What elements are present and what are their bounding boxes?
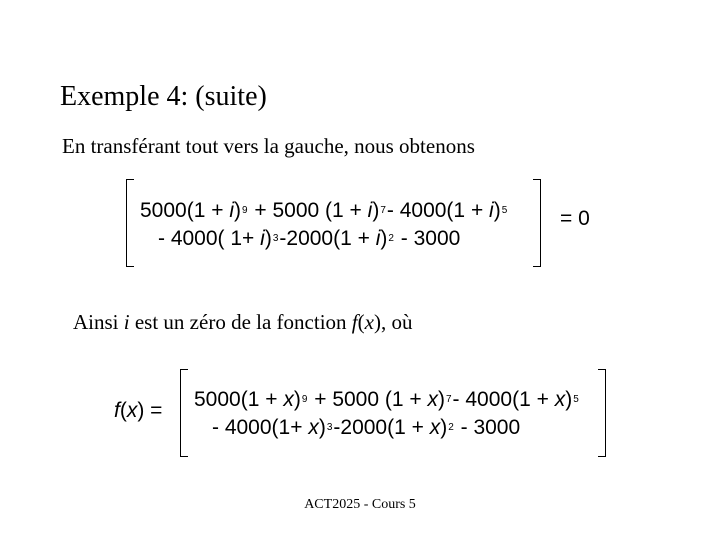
intro-text: En transférant tout vers la gauche, nous obtenons [62,134,475,158]
term: - 4000(1+ [212,416,309,439]
text: ( [357,310,365,334]
variable: x [554,388,566,411]
exponent: 3 [326,422,333,433]
exponent: 2 [388,233,394,244]
variable: i [260,227,265,250]
term: ) [493,199,501,222]
term: ) [234,199,241,222]
variable: i [229,199,234,222]
term: ) = [137,399,163,422]
term: ) [372,199,380,222]
ainsi-text [73,309,412,335]
term: ) [264,227,272,250]
equation1-line1 [140,198,508,228]
equation1-rhs: = 0 [560,207,590,230]
exponent: 9 [242,205,248,216]
term: -2000(1 + [279,227,376,250]
equation2-left-bracket [180,369,188,457]
exponent: 2 [448,422,454,433]
slide-footer: ACT2025 - Cours 5 [304,497,416,512]
variable: x [429,416,441,439]
function-name: f [114,399,120,422]
variable: x [427,388,438,411]
text: ), où [373,310,413,334]
term: + 5000 (1 + [308,388,428,411]
exponent: 5 [501,205,508,216]
term: ) [293,388,301,411]
equation2-right-bracket [598,369,606,457]
equation1-right-bracket [533,179,541,267]
term: + 5000 (1 + [248,199,368,222]
variable: x [126,399,138,422]
variable: i [367,199,373,222]
exponent: 5 [573,394,579,405]
variable: x [364,310,374,334]
term: 5000(1 + [194,388,284,411]
text: Ainsi [73,310,124,334]
term: ) [318,416,326,439]
term: ) [440,416,448,439]
variable: i [375,227,381,250]
equation2-line1 [194,387,580,417]
variable: x [308,416,319,439]
equation2-line2 [212,415,520,445]
variable: i [489,199,494,222]
exponent: 9 [301,394,308,405]
term: - 3000 [454,416,521,439]
variable: i [123,310,130,334]
function-name: f [351,310,358,334]
term: - 4000(1 + [386,199,490,222]
term: 5000(1 + [140,199,230,222]
term: -2000(1 + [333,416,430,439]
exponent: 3 [272,233,279,244]
text: est un zéro de la fonction [129,310,352,334]
term: ) [380,227,388,250]
variable: x [283,388,294,411]
term: - 3000 [394,227,461,250]
exponent: 7 [380,205,386,216]
term: - 4000(1 + [452,388,555,411]
term: ) [437,388,445,411]
equation1-line2 [158,226,460,256]
equation2-lhs [114,398,162,424]
term: ( [119,399,127,422]
term: - 4000( 1+ [158,227,261,250]
slide-title: Exemple 4: (suite) [60,81,267,112]
equation1-left-bracket [126,179,134,267]
exponent: 7 [445,394,452,405]
term: ) [565,388,573,411]
